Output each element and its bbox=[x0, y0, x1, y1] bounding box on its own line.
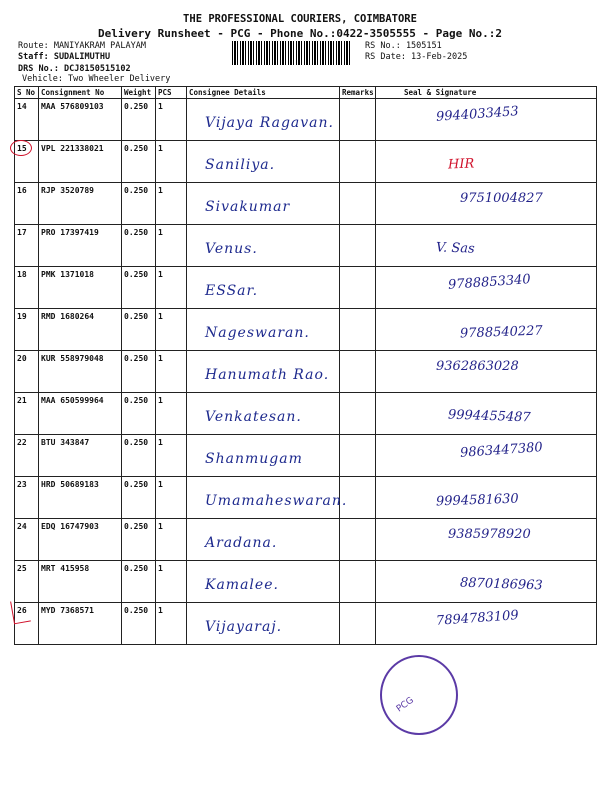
table-row bbox=[15, 351, 597, 393]
cell-pcs: 1 bbox=[156, 561, 187, 603]
cell-pcs: 1 bbox=[156, 435, 187, 477]
cell-remarks bbox=[340, 267, 376, 309]
cell-consignee bbox=[187, 519, 340, 561]
cell-weight: 0.250 bbox=[122, 435, 156, 477]
cell-weight: 0.250 bbox=[122, 267, 156, 309]
cell-signature bbox=[376, 183, 597, 225]
table-row bbox=[15, 99, 597, 141]
signature-phone-ink: 9751004827 bbox=[460, 191, 543, 206]
signature-phone-ink: 9863447380 bbox=[459, 440, 544, 461]
cell-pcs: 1 bbox=[156, 309, 187, 351]
signature-phone-ink: HIR bbox=[447, 156, 475, 173]
cell-pcs: 1 bbox=[156, 183, 187, 225]
table-row bbox=[15, 393, 597, 435]
cell-remarks bbox=[340, 393, 376, 435]
cell-consignment-no: MRT 415958 bbox=[39, 561, 122, 603]
cell-sno: 19 bbox=[15, 309, 39, 351]
rs-date: RS Date: 13-Feb-2025 bbox=[365, 52, 468, 62]
consignee-handwritten-name: Vijayaraj. bbox=[205, 619, 283, 635]
staff-label: Staff: SUDALIMUTHU bbox=[18, 52, 111, 62]
col-consignee: Consignee Details bbox=[187, 87, 340, 99]
cell-signature bbox=[376, 309, 597, 351]
runsheet-table bbox=[14, 86, 597, 645]
signature-phone-ink: 9944033453 bbox=[435, 104, 520, 125]
consignee-handwritten-name: Hanumath Rao. bbox=[205, 367, 330, 383]
signature-phone-ink: 9788853340 bbox=[447, 272, 532, 293]
cell-weight: 0.250 bbox=[122, 141, 156, 183]
cell-signature bbox=[376, 225, 597, 267]
cell-pcs: 1 bbox=[156, 267, 187, 309]
cell-consignee bbox=[187, 99, 340, 141]
cell-pcs: 1 bbox=[156, 393, 187, 435]
row-15-circle-mark bbox=[10, 140, 32, 156]
cell-consignee bbox=[187, 267, 340, 309]
cell-weight: 0.250 bbox=[122, 519, 156, 561]
cell-signature bbox=[376, 267, 597, 309]
barcode bbox=[232, 41, 350, 65]
consignee-handwritten-name: Vijaya Ragavan. bbox=[205, 115, 334, 131]
consignee-handwritten-name: Aradana. bbox=[205, 535, 278, 551]
consignee-handwritten-name: ESSar. bbox=[205, 283, 259, 299]
cell-consignment-no: PRO 17397419 bbox=[39, 225, 122, 267]
consignee-handwritten-name: Sivakumar bbox=[205, 199, 291, 215]
cell-weight: 0.250 bbox=[122, 477, 156, 519]
cell-signature bbox=[376, 477, 597, 519]
table-row bbox=[15, 561, 597, 603]
table-row bbox=[15, 183, 597, 225]
route-label: Route: MANIYAKRAM PALAYAM bbox=[18, 41, 146, 51]
cell-sno: 17 bbox=[15, 225, 39, 267]
cell-sno: 24 bbox=[15, 519, 39, 561]
cell-sno: 15 bbox=[15, 141, 39, 183]
cell-signature bbox=[376, 435, 597, 477]
company-title: THE PROFESSIONAL COURIERS, COIMBATORE bbox=[183, 13, 417, 25]
cell-consignee bbox=[187, 309, 340, 351]
cell-weight: 0.250 bbox=[122, 225, 156, 267]
cell-weight: 0.250 bbox=[122, 393, 156, 435]
cell-consignee bbox=[187, 477, 348, 519]
table-row bbox=[15, 141, 597, 183]
cell-signature bbox=[376, 99, 597, 141]
vehicle-label: Vehicle: Two Wheeler Delivery bbox=[22, 74, 171, 84]
cell-signature bbox=[376, 141, 597, 183]
col-signature: Seal & Signature bbox=[376, 87, 597, 99]
cell-remarks bbox=[340, 351, 376, 393]
cell-remarks bbox=[340, 183, 376, 225]
cell-pcs: 1 bbox=[156, 99, 187, 141]
cell-signature bbox=[376, 561, 597, 603]
cell-remarks bbox=[340, 603, 376, 645]
cell-weight: 0.250 bbox=[122, 309, 156, 351]
table-row bbox=[15, 267, 597, 309]
cell-consignment-no: HRD 50689183 bbox=[39, 477, 122, 519]
cell-pcs: 1 bbox=[156, 225, 187, 267]
cell-consignee bbox=[187, 393, 340, 435]
table-row bbox=[15, 519, 597, 561]
cell-sno: 23 bbox=[15, 477, 39, 519]
cell-consignee bbox=[187, 435, 340, 477]
cell-remarks bbox=[340, 561, 376, 603]
col-consignment: Consignment No bbox=[39, 87, 122, 99]
cell-weight: 0.250 bbox=[122, 561, 156, 603]
table-row bbox=[15, 225, 597, 267]
cell-weight: 0.250 bbox=[122, 603, 156, 645]
cell-consignee bbox=[187, 561, 340, 603]
seal-text: PCG bbox=[394, 695, 416, 715]
consignee-handwritten-name: Saniliya. bbox=[205, 157, 276, 173]
cell-consignment-no: VPL 221338021 bbox=[39, 141, 122, 183]
signature-phone-ink: 9994581630 bbox=[435, 491, 519, 510]
signature-phone-ink: 7894783109 bbox=[435, 608, 520, 629]
cell-sno: 18 bbox=[15, 267, 39, 309]
cell-signature bbox=[376, 519, 597, 561]
cell-sno: 25 bbox=[15, 561, 39, 603]
cell-sno: 14 bbox=[15, 99, 39, 141]
consignee-handwritten-name: Umamaheswaran. bbox=[205, 493, 348, 509]
cell-remarks bbox=[340, 225, 376, 267]
cell-consignment-no: MAA 576809103 bbox=[39, 99, 122, 141]
cell-consignee bbox=[187, 603, 340, 645]
drs-label: DRS No.: DCJ8150515102 bbox=[18, 64, 131, 74]
consignee-handwritten-name: Shanmugam bbox=[205, 451, 303, 467]
signature-phone-ink: V. Sas bbox=[435, 240, 475, 257]
signature-phone-ink: 8870186963 bbox=[459, 575, 543, 594]
cell-remarks bbox=[340, 435, 376, 477]
table-row bbox=[15, 603, 597, 645]
cell-consignment-no: EDQ 16747903 bbox=[39, 519, 122, 561]
cell-consignment-no: BTU 343847 bbox=[39, 435, 122, 477]
col-pcs: PCS bbox=[156, 87, 187, 99]
cell-signature bbox=[376, 351, 597, 393]
cell-signature bbox=[376, 393, 597, 435]
cell-remarks bbox=[340, 309, 376, 351]
cell-consignment-no: RMD 1680264 bbox=[39, 309, 122, 351]
cell-pcs: 1 bbox=[156, 519, 187, 561]
col-remarks: Remarks bbox=[340, 87, 376, 99]
table-row bbox=[15, 477, 597, 519]
cell-weight: 0.250 bbox=[122, 351, 156, 393]
courier-seal-stamp bbox=[380, 655, 458, 735]
signature-phone-ink: 9788540227 bbox=[459, 323, 543, 342]
runsheet-subtitle: Delivery Runsheet - PCG - Phone No.:0422-3505555 - Page No.:2 bbox=[98, 27, 502, 40]
cell-consignee bbox=[187, 351, 340, 393]
cell-consignment-no: PMK 1371018 bbox=[39, 267, 122, 309]
cell-pcs: 1 bbox=[156, 477, 187, 519]
cell-weight: 0.250 bbox=[122, 99, 156, 141]
cell-consignee bbox=[187, 141, 340, 183]
signature-phone-ink: 9362863028 bbox=[436, 359, 519, 374]
cell-sno: 26 bbox=[15, 603, 39, 645]
table-row bbox=[15, 309, 597, 351]
table-header-row bbox=[15, 87, 597, 99]
cell-signature bbox=[376, 603, 597, 645]
cell-pcs: 1 bbox=[156, 603, 187, 645]
consignee-handwritten-name: Nageswaran. bbox=[205, 325, 310, 341]
consignee-handwritten-name: Venus. bbox=[205, 241, 258, 257]
cell-pcs: 1 bbox=[156, 141, 187, 183]
consignee-handwritten-name: Kamalee. bbox=[205, 577, 279, 593]
signature-phone-ink: 9994455487 bbox=[447, 407, 531, 426]
cell-consignment-no: RJP 3520789 bbox=[39, 183, 122, 225]
consignee-handwritten-name: Venkatesan. bbox=[205, 409, 302, 425]
table-row bbox=[15, 435, 597, 477]
rs-number: RS No.: 1505151 bbox=[365, 41, 442, 51]
cell-consignee bbox=[187, 183, 340, 225]
cell-pcs: 1 bbox=[156, 351, 187, 393]
cell-sno: 20 bbox=[15, 351, 39, 393]
cell-sno: 22 bbox=[15, 435, 39, 477]
col-sno: S No bbox=[15, 87, 39, 99]
cell-remarks bbox=[340, 477, 376, 519]
col-weight: Weight bbox=[122, 87, 156, 99]
cell-consignment-no: MYD 7368571 bbox=[39, 603, 122, 645]
cell-remarks bbox=[340, 99, 376, 141]
cell-remarks bbox=[340, 519, 376, 561]
signature-phone-ink: 9385978920 bbox=[448, 527, 531, 542]
cell-sno: 21 bbox=[15, 393, 39, 435]
cell-remarks bbox=[340, 141, 376, 183]
cell-consignee bbox=[187, 225, 340, 267]
cell-consignment-no: KUR 558979048 bbox=[39, 351, 122, 393]
cell-weight: 0.250 bbox=[122, 183, 156, 225]
cell-sno: 16 bbox=[15, 183, 39, 225]
cell-consignment-no: MAA 650599964 bbox=[39, 393, 122, 435]
